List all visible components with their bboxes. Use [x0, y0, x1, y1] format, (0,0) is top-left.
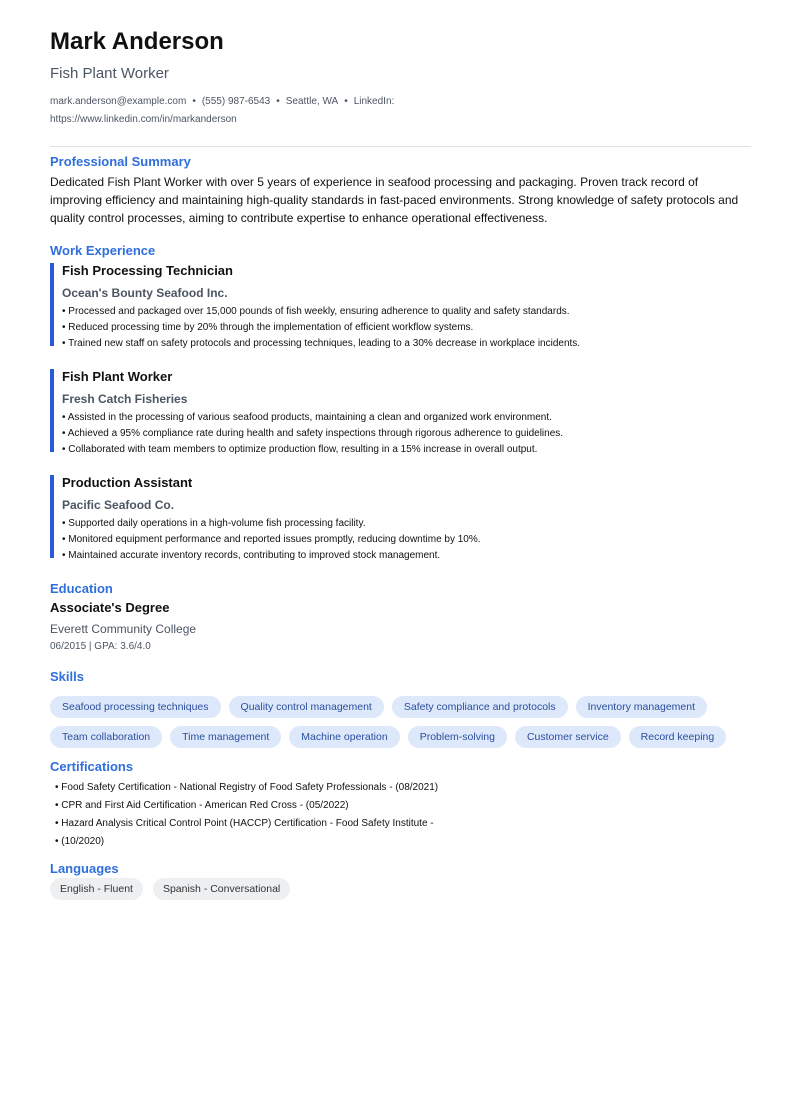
- certification-item: • Food Safety Certification - National Registry of Food Safety Professionals - (08/2021): [50, 779, 438, 797]
- section-title-education: Education: [50, 581, 113, 596]
- candidate-name: Mark Anderson: [50, 28, 224, 55]
- language-tag: English - Fluent: [50, 878, 143, 900]
- contact-location: Seattle, WA: [285, 96, 339, 107]
- job-bullet: • Processed and packaged over 15,000 pounds of fish weekly, ensuring adherence to quality and safety standards.: [62, 304, 580, 320]
- languages-row: [50, 878, 751, 900]
- job-bullet: • Assisted in the processing of various seafood products, maintaining a clean and organized work environment.: [62, 410, 563, 426]
- section-title-experience: Work Experience: [50, 243, 156, 258]
- job-entry: [50, 369, 750, 456]
- header-divider: [50, 146, 751, 147]
- skills-row: [50, 726, 751, 748]
- job-bullets: [62, 516, 481, 564]
- skill-tag: Machine operation: [289, 726, 399, 748]
- education-degree: Associate's Degree: [50, 600, 170, 615]
- job-company: Ocean's Bounty Seafood Inc.: [62, 286, 228, 300]
- section-title-certifications: Certifications: [50, 759, 134, 774]
- contact-email[interactable]: mark.anderson@example.com: [50, 96, 187, 107]
- skills-row: [50, 696, 751, 718]
- job-company: Pacific Seafood Co.: [62, 498, 175, 512]
- job-bullet: • Trained new staff on safety protocols and processing techniques, leading to a 30% decrease in workplace incidents.: [62, 336, 580, 352]
- section-title-languages: Languages: [50, 861, 119, 876]
- job-title: Fish Processing Technician: [62, 263, 233, 278]
- job-accent-bar: [50, 369, 54, 452]
- section-title-summary: Professional Summary: [50, 154, 191, 169]
- certifications-list: [50, 779, 438, 851]
- skill-tag: Customer service: [515, 726, 621, 748]
- skill-tag: Team collaboration: [50, 726, 162, 748]
- job-bullet: • Maintained accurate inventory records, contributing to improved stock management.: [62, 548, 481, 564]
- education-school: Everett Community College: [50, 622, 197, 636]
- job-accent-bar: [50, 263, 54, 346]
- language-tag: Spanish - Conversational: [153, 878, 290, 900]
- job-bullet: • Supported daily operations in a high-volume fish processing facility.: [62, 516, 481, 532]
- job-bullets: [62, 410, 563, 458]
- certification-item: • Hazard Analysis Critical Control Point (HACCP) Certification - Food Safety Institute -: [50, 815, 438, 833]
- contact-separator: •: [344, 96, 348, 107]
- skill-tag: Inventory management: [576, 696, 707, 718]
- job-bullets: [62, 304, 580, 352]
- contact-linkedin-label: LinkedIn:: [353, 96, 395, 107]
- job-title: Production Assistant: [62, 475, 193, 490]
- certification-item: • CPR and First Aid Certification - American Red Cross - (05/2022): [50, 797, 438, 815]
- job-title: Fish Plant Worker: [62, 369, 173, 384]
- skill-tag: Quality control management: [229, 696, 384, 718]
- contact-linkedin-url[interactable]: https://www.linkedin.com/in/markanderson: [50, 114, 237, 125]
- skill-tag: Record keeping: [629, 726, 727, 748]
- job-bullet: • Collaborated with team members to optimize production flow, resulting in a 15% increase in overall output.: [62, 442, 563, 458]
- skill-tag: Seafood processing techniques: [50, 696, 221, 718]
- contact-line: [50, 93, 450, 129]
- job-entry: [50, 263, 750, 350]
- contact-separator: •: [192, 96, 196, 107]
- candidate-role: Fish Plant Worker: [50, 65, 169, 82]
- contact-separator: •: [276, 96, 280, 107]
- skill-tag: Problem-solving: [408, 726, 507, 748]
- education-date-gpa: 06/2015 | GPA: 3.6/4.0: [50, 641, 151, 652]
- job-accent-bar: [50, 475, 54, 558]
- skill-tag: Time management: [170, 726, 281, 748]
- job-company: Fresh Catch Fisheries: [62, 392, 188, 406]
- job-bullet: • Monitored equipment performance and reported issues promptly, reducing downtime by 10%.: [62, 532, 481, 548]
- section-title-skills: Skills: [50, 669, 84, 684]
- certification-item: • (10/2020): [50, 833, 438, 851]
- summary-text: Dedicated Fish Plant Worker with over 5 years of experience in seafood processing and packaging. Proven track record of improving efficiency and maintaining high-quality standards in fast-paced environments. Strong knowledge of safety protocols and quality control processes, aiming to contribute expertise to enhance operational effectiveness.: [50, 175, 739, 225]
- job-entry: [50, 475, 750, 562]
- contact-phone: (555) 987-6543: [201, 96, 271, 107]
- job-bullet: • Achieved a 95% compliance rate during health and safety inspections through rigorous adherence to guidelines.: [62, 426, 563, 442]
- skill-tag: Safety compliance and protocols: [392, 696, 568, 718]
- job-bullet: • Reduced processing time by 20% through the implementation of efficient workflow systems.: [62, 320, 580, 336]
